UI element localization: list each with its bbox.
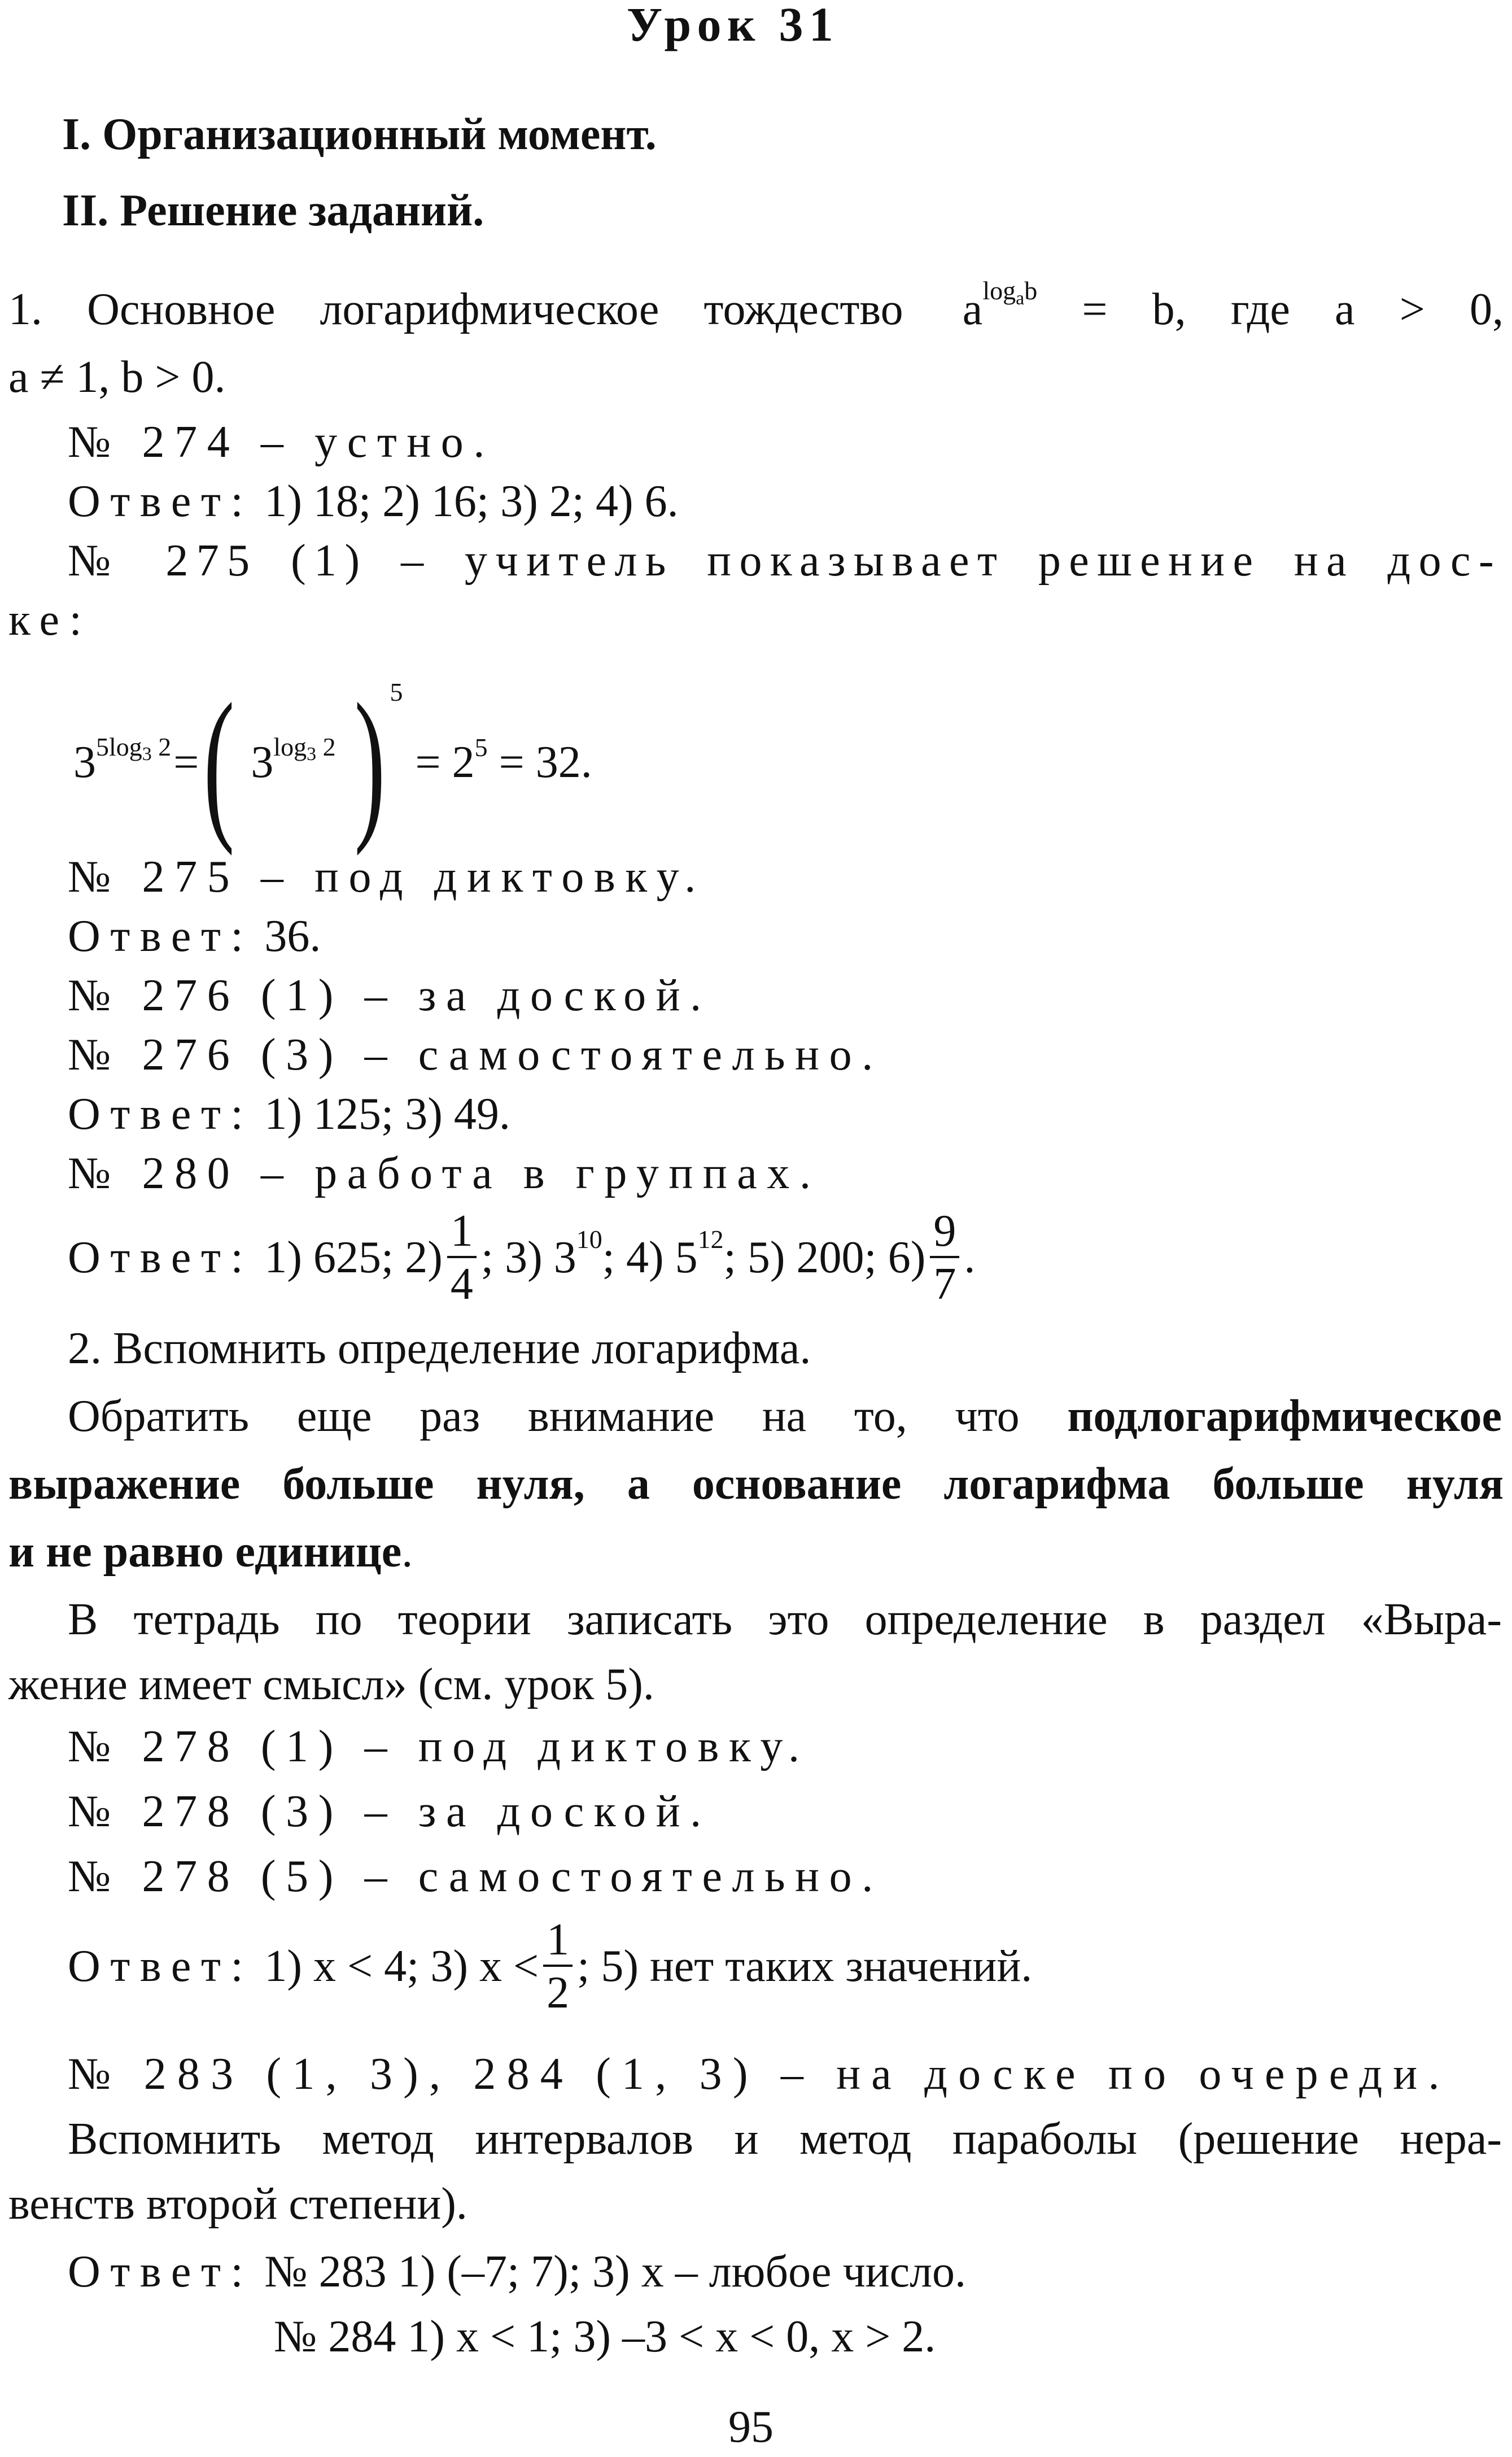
formula-eq-1: = xyxy=(173,737,199,787)
item-2: 2. Вспомнить определение логарифма. xyxy=(68,1324,811,1373)
fraction-one-quarter: $\frac{1}{4}$ xyxy=(447,1208,477,1307)
para-2-line-1: В тетрадь по теории записать это определение в раздел «Выра- xyxy=(68,1595,1502,1644)
answer-280: Ответ: 1) 625; 2) $\frac{1}{4}$ ; 3) 3 10 ; 4) 5 12 ; 5) 200; 6) $\frac{9}{7}$ . xyxy=(68,1206,976,1309)
page-number: 95 xyxy=(728,2402,774,2452)
item-1-line-1 xyxy=(8,276,1504,337)
answer-275: Ответ: 36. xyxy=(68,911,321,961)
formula-exp-2: log3 2 xyxy=(273,732,336,765)
formula-base-2: 3 xyxy=(251,737,274,787)
fraction-nine-sevenths: $\frac{9}{7}$ xyxy=(930,1208,959,1307)
task-278-3: № 278 (3) – за доской. xyxy=(68,1787,711,1836)
answer-276: Ответ: 1) 125; 3) 49. xyxy=(68,1089,510,1139)
task-278-1: № 278 (1) – под диктовку. xyxy=(68,1722,810,1771)
item-1-text: 1. Основное логарифмическое тождество xyxy=(8,285,903,334)
section-heading-1: I. Организационный момент. xyxy=(62,110,657,159)
page-title: Урок 31 xyxy=(627,0,840,51)
task-283: № 283 (1, 3), 284 (1, 3) – на доске по очереди. xyxy=(68,2049,1450,2099)
formula-base-1: 3 xyxy=(73,737,96,787)
right-paren: ) xyxy=(354,669,386,856)
para-2-line-2: жение имеет смысл» (см. урок 5). xyxy=(8,1660,654,1709)
answer-284: № 284 1) x < 1; 3) –3 < x < 0, x > 2. xyxy=(274,2312,936,2362)
formula-275 xyxy=(73,666,592,858)
para-1-line-1: Обратить еще раз внимание на то, что подлогарифмическое xyxy=(68,1391,1502,1441)
task-278-5: № 278 (5) – самостоятельно. xyxy=(68,1852,883,1901)
task-276-3: № 276 (3) – самостоятельно. xyxy=(68,1030,883,1080)
formula-outer-exp: 5 xyxy=(390,678,403,706)
task-274: № 274 – устно. xyxy=(68,417,495,467)
para-1-line-3: и не равно единице. xyxy=(8,1527,413,1577)
task-275: № 275 – под диктовку. xyxy=(68,852,706,902)
formula-exp-1: 5log3 2 xyxy=(96,732,172,765)
para-3-line-2: венств второй степени). xyxy=(8,2179,467,2229)
task-280: № 280 – работа в группах. xyxy=(68,1149,821,1198)
left-paren: ( xyxy=(203,669,235,856)
task-275-1-line-1: № 275 (1) – учитель показывает решение на дос- xyxy=(68,536,1502,586)
fraction-one-half: $\frac{1}{2}$ xyxy=(543,1917,573,2015)
para-1-line-2: выражение больше нуля, а основание логарифма больше нуля xyxy=(8,1459,1504,1509)
para-3-line-1: Вспомнить метод интервалов и метод параболы (решение нера- xyxy=(68,2114,1502,2164)
task-275-1-line-2: ке: xyxy=(8,595,92,645)
item-1-line-2: a ≠ 1, b > 0. xyxy=(8,352,226,402)
section-heading-2: II. Решение заданий. xyxy=(62,186,484,235)
task-276-1: № 276 (1) – за доской. xyxy=(68,971,711,1020)
answer-278: Ответ: 1) x < 4; 3) x < $\frac{1}{2}$ ; 5) нет таких значений. xyxy=(68,1915,1033,2018)
identity-formula: $a^{logab} = b$, где a > 0, xyxy=(962,276,1504,334)
answer-283: Ответ: № 283 1) (–7; 7); 3) x – любое число. xyxy=(68,2247,967,2297)
formula-eq-2: = $2^5 = 32$. xyxy=(415,733,592,787)
answer-274: Ответ: 1) 18; 2) 16; 3) 2; 4) 6. xyxy=(68,477,679,526)
